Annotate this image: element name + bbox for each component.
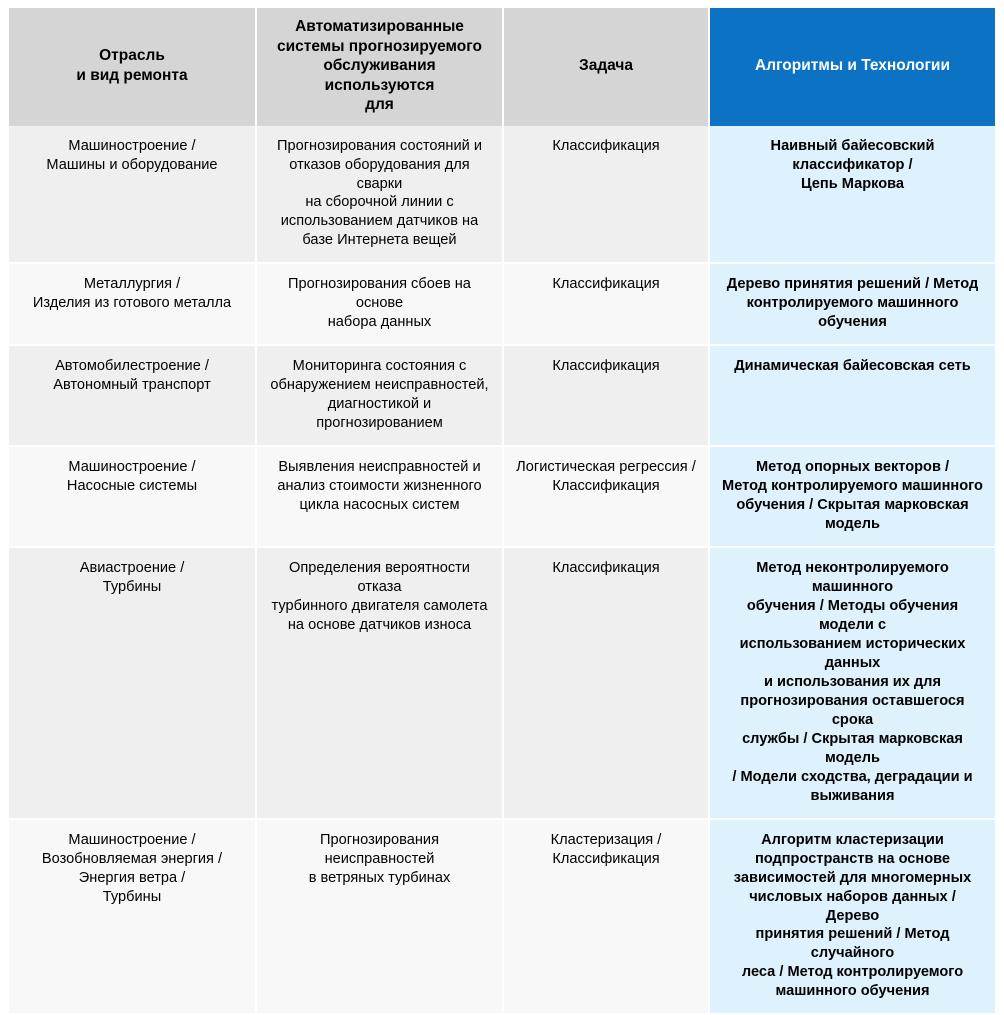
cell-task-text: Классификация <box>552 358 660 375</box>
cell-usage <box>256 126 503 264</box>
cell-usage-text: Мониторинга состояния с обнаружением неисправностей, диагностикой и прогнозированием <box>270 358 489 432</box>
cell-task-text: Логистическая регрессия / Классификация <box>516 459 696 495</box>
cell-task <box>503 263 709 345</box>
cell-usage <box>256 547 503 819</box>
cell-task-text: Классификация <box>552 560 660 577</box>
cell-usage <box>256 819 503 1015</box>
cell-industry-text: Машиностроение / Возобновляемая энергия / Энергия ветра / Турбины <box>41 831 223 905</box>
cell-algorithms-text: Алгоритм кластеризации подпространств на основе зависимостей для многомерных числовых наборов данных / Дерево принятия решений / Метод случайного леса / Метод контролируемого машинного обучения <box>733 831 972 1000</box>
cell-algorithms-text: Наивный байесовский классификатор / Цепь Маркова <box>770 137 935 192</box>
cell-industry <box>9 263 256 345</box>
cell-industry-text: Машиностроение / Насосные системы <box>66 459 198 495</box>
cell-algorithms <box>709 126 995 264</box>
cell-industry-text: Автомобилестроение / Автономный транспорт <box>53 358 211 394</box>
column-header-industry-label: Отрасль и вид ремонта <box>76 47 188 84</box>
cell-usage-text: Выявления неисправностей и анализ стоимости жизненного цикла насосных систем <box>277 459 482 514</box>
table-row <box>9 126 995 264</box>
cell-industry <box>9 126 256 264</box>
column-header-usage <box>256 8 503 126</box>
table-row <box>9 345 995 446</box>
cell-algorithms-text: Дерево принятия решений / Метод контролируемого машинного обучения <box>726 276 979 331</box>
table-row <box>9 446 995 547</box>
column-header-industry <box>9 8 256 126</box>
table-row <box>9 263 995 345</box>
cell-usage <box>256 263 503 345</box>
table-body <box>9 126 995 1015</box>
column-header-task <box>503 8 709 126</box>
cell-algorithms <box>709 819 995 1015</box>
cell-usage <box>256 345 503 446</box>
cell-algorithms <box>709 547 995 819</box>
table-row <box>9 547 995 819</box>
cell-usage-text: Прогнозирования состояний и отказов оборудования для сварки на сборочной линии с использованием датчиков на базе Интернета вещей <box>277 137 482 249</box>
cell-task <box>503 345 709 446</box>
cell-industry-text: Металлургия / Изделия из готового металла <box>32 276 232 312</box>
column-header-task-label: Задача <box>578 57 634 75</box>
cell-industry <box>9 345 256 446</box>
cell-usage <box>256 446 503 547</box>
cell-industry <box>9 819 256 1015</box>
predictive-maintenance-table <box>9 8 995 1015</box>
cell-algorithms-text: Метод опорных векторов / Метод контролируемого машинного обучения / Скрытая марковская модель <box>722 459 983 533</box>
column-header-algorithms <box>709 8 995 126</box>
table-header-row <box>9 8 995 126</box>
cell-algorithms-text: Динамическая байесовская сеть <box>734 358 971 375</box>
cell-usage-text: Прогнозирования неисправностей в ветряных турбинах <box>308 831 451 886</box>
table-row <box>9 819 995 1015</box>
cell-task <box>503 126 709 264</box>
cell-task-text: Классификация <box>552 137 660 154</box>
cell-industry-text: Машиностроение / Машины и оборудование <box>46 137 218 173</box>
cell-algorithms <box>709 263 995 345</box>
cell-algorithms <box>709 446 995 547</box>
cell-task-text: Классификация <box>552 276 660 293</box>
cell-task <box>503 819 709 1015</box>
cell-industry <box>9 547 256 819</box>
cell-usage-text: Прогнозирования сбоев на основе набора данных <box>288 276 471 331</box>
cell-algorithms <box>709 345 995 446</box>
cell-industry <box>9 446 256 547</box>
column-header-usage-label: Автоматизированные системы прогнозируемого обслуживания используются для <box>277 18 482 114</box>
cell-algorithms-text: Метод неконтролируемого машинного обучения / Методы обучения модели с использованием исторических данных и использования их для прогнозирования оставшегося срока службы / Скрытая марковская модель / Модели сходства, деградации и выживания <box>732 560 973 804</box>
column-header-algorithms-label: Алгоритмы и Технологии <box>755 57 950 75</box>
table-header <box>9 8 995 126</box>
cell-task <box>503 547 709 819</box>
cell-usage-text: Определения вероятности отказа турбинного двигателя самолета на основе датчиков износа <box>271 560 488 633</box>
cell-industry-text: Авиастроение / Турбины <box>79 560 185 596</box>
cell-task-text: Кластеризация / Классификация <box>550 831 662 867</box>
cell-task <box>503 446 709 547</box>
